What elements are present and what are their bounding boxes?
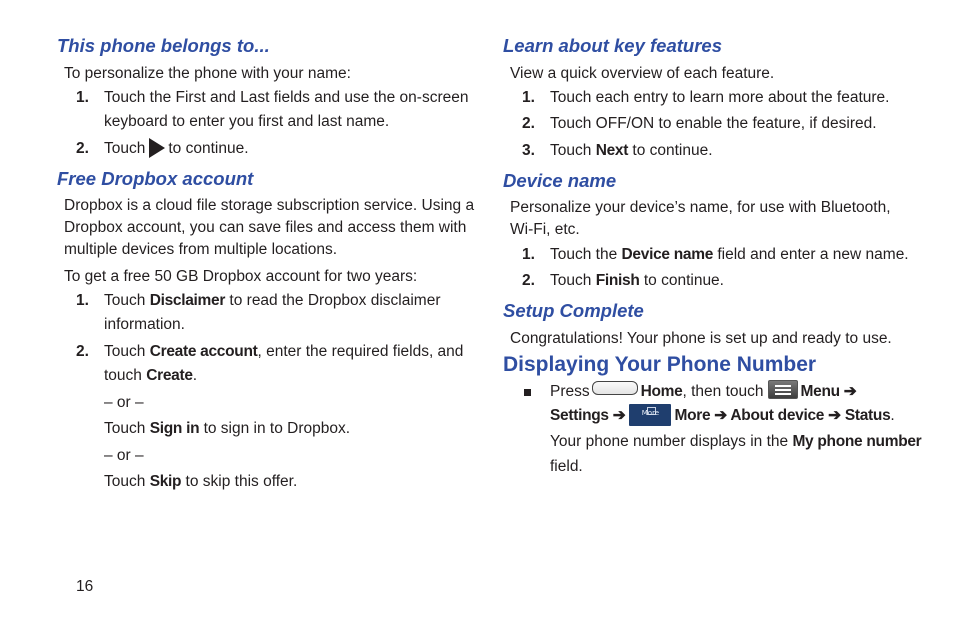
text: to continue. <box>168 140 249 157</box>
or-separator: – or – <box>104 447 144 464</box>
text: to skip this offer. <box>185 473 298 490</box>
belongs-step1-line2: keyboard to enter you first and last name. <box>104 113 390 130</box>
heading-learn-key-features: Learn about key features <box>503 35 722 56</box>
ui-term: Finish <box>595 272 640 289</box>
phone-number-line4: field. <box>550 458 583 475</box>
text: to read the Dropbox disclaimer <box>229 292 441 309</box>
text: Touch the <box>550 246 618 263</box>
ui-term: Next <box>595 142 629 159</box>
dropbox-signin <box>104 417 350 441</box>
ui-term: Sign in <box>149 420 200 437</box>
page-number: 16 <box>76 578 94 595</box>
next-arrow-icon <box>149 138 165 158</box>
heading-displaying-phone-number: Displaying Your Phone Number <box>503 353 817 376</box>
text: to continue. <box>643 272 724 289</box>
dropbox-step1-line2: information. <box>104 316 185 333</box>
dropbox-step2-line1 <box>104 340 463 364</box>
text: Touch <box>104 292 146 309</box>
dropbox-skip <box>104 470 297 494</box>
heading-device-name: Device name <box>503 170 617 191</box>
features-step1: Touch each entry to learn more about the feature. <box>550 89 890 106</box>
device-name-para-line2: Wi-Fi, etc. <box>510 221 580 238</box>
ui-term: Menu ➔ <box>800 383 857 400</box>
dropbox-step1-line1 <box>104 289 441 313</box>
ui-term: Disclaimer <box>149 292 226 309</box>
step-number: 2. <box>522 272 535 289</box>
text: Your phone number displays in the <box>550 433 789 450</box>
more-tab-icon <box>629 404 671 426</box>
step-number: 1. <box>76 292 89 309</box>
features-intro: View a quick overview of each feature. <box>510 65 775 82</box>
dropbox-para-line3: multiple devices from multiple locations. <box>64 241 338 258</box>
phone-number-line2 <box>550 404 895 428</box>
features-step2: Touch OFF/ON to enable the feature, if desired. <box>550 115 877 132</box>
step-number: 3. <box>522 142 535 159</box>
menu-key-icon <box>768 380 798 399</box>
home-key-icon <box>592 381 638 395</box>
device-name-step1 <box>550 243 909 267</box>
phone-number-line1 <box>550 380 856 404</box>
text: Press <box>550 383 590 400</box>
ui-term: More ➔ About device ➔ Status <box>674 407 891 424</box>
text: to continue. <box>632 142 713 159</box>
belongs-intro: To personalize the phone with your name: <box>64 65 351 82</box>
heading-free-dropbox: Free Dropbox account <box>57 168 254 189</box>
heading-setup-complete: Setup Complete <box>503 300 644 321</box>
belongs-step2 <box>104 137 249 161</box>
features-step3 <box>550 139 713 163</box>
step-number: 2. <box>76 140 89 157</box>
text: . <box>192 367 197 384</box>
text: . <box>890 407 895 424</box>
dropbox-para-line1: Dropbox is a cloud file storage subscription service. Using a <box>64 197 475 214</box>
step-number: 1. <box>522 246 535 263</box>
text: Touch <box>550 272 592 289</box>
step-number: 1. <box>76 89 89 106</box>
text: , then touch <box>682 383 764 400</box>
dropbox-offer: To get a free 50 GB Dropbox account for two years: <box>64 268 418 285</box>
step-number: 2. <box>522 115 535 132</box>
ui-term: My phone number <box>792 433 922 450</box>
text: , enter the required fields, and <box>257 343 464 360</box>
setup-complete-para: Congratulations! Your phone is set up and ready to use. <box>510 330 892 347</box>
ui-term: Create <box>146 367 193 384</box>
more-icon-label: More <box>641 409 660 417</box>
text: Touch <box>104 343 146 360</box>
text: touch <box>104 367 142 384</box>
text: Touch <box>104 420 146 437</box>
step-number: 1. <box>522 89 535 106</box>
text: to sign in to Dropbox. <box>203 420 351 437</box>
ui-term: Skip <box>149 473 182 490</box>
text: Touch <box>550 142 592 159</box>
ui-term: Device name <box>621 246 714 263</box>
text: Touch <box>104 140 146 157</box>
phone-number-line3 <box>550 430 921 454</box>
dropbox-step2-line2 <box>104 364 197 388</box>
device-name-step2 <box>550 269 724 293</box>
text: Touch <box>104 473 146 490</box>
device-name-para-line1: Personalize your device’s name, for use with Bluetooth, <box>510 199 891 216</box>
step-number: 2. <box>76 343 89 360</box>
heading-this-phone-belongs: This phone belongs to... <box>57 35 270 56</box>
belongs-step1-line1: Touch the First and Last fields and use the on-screen <box>104 89 469 106</box>
dropbox-para-line2: Dropbox account, you can save files and access them with <box>64 219 467 236</box>
ui-term: Home <box>640 383 683 400</box>
ui-term: Settings ➔ <box>550 407 626 424</box>
text: field and enter a new name. <box>717 246 909 263</box>
ui-term: Create account <box>149 343 258 360</box>
or-separator: – or – <box>104 394 144 411</box>
bullet-square-icon <box>524 389 531 396</box>
